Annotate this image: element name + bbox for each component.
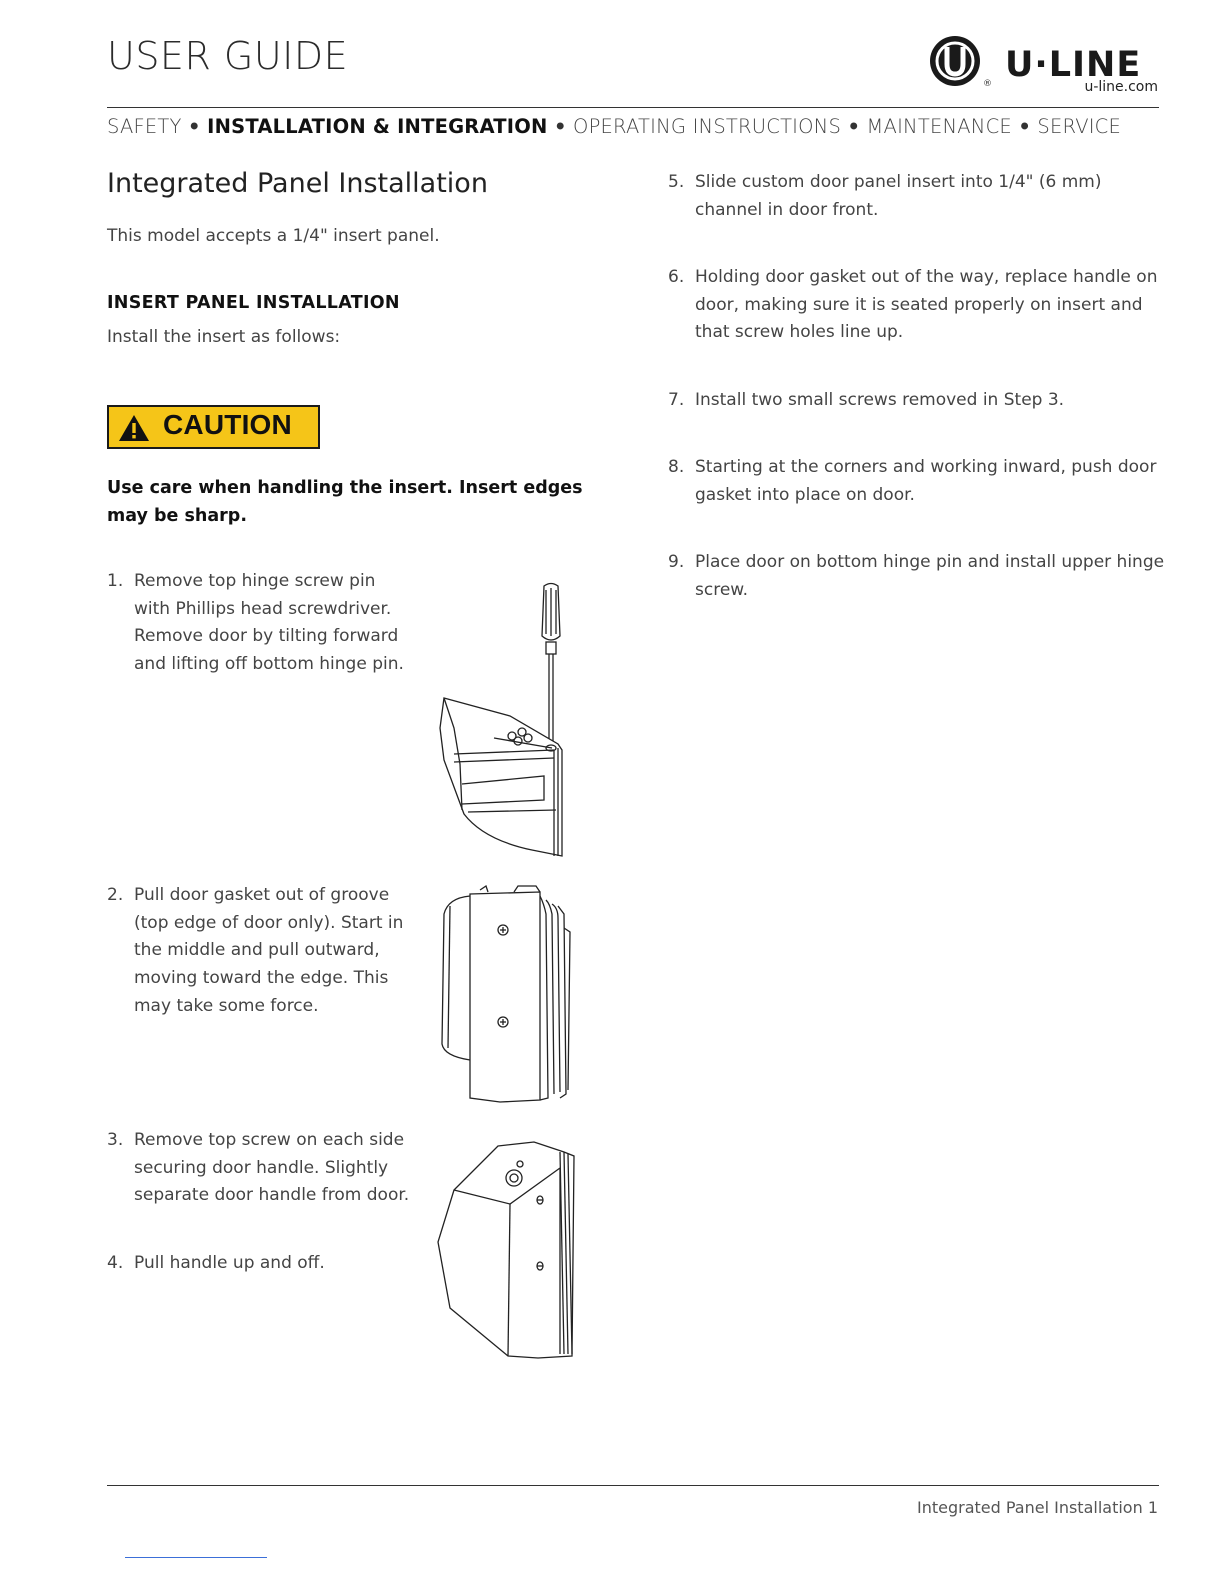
step-7: [668, 387, 1168, 415]
step-text: Pull door gasket out of groove (top edge of door only). Start in the middle and pull outward, moving toward the edge. This may take some force.: [134, 885, 404, 1016]
figure-door-handle: [434, 1138, 584, 1362]
caution-text: CAUTION: [163, 409, 292, 440]
step-number: 1.: [107, 571, 124, 591]
guide-title: USER GUIDE: [107, 34, 349, 78]
nav-service[interactable]: SERVICE: [1037, 115, 1122, 138]
section-nav: [107, 115, 1167, 138]
nav-separator: •: [1018, 115, 1031, 138]
step-3: [107, 1127, 417, 1210]
header-divider: [107, 107, 1159, 108]
caution-warning: Use care when handling the insert. Insert edges may be sharp.: [107, 478, 583, 526]
step-9: [668, 549, 1168, 604]
section-intro: This model accepts a 1/4" insert panel.: [107, 226, 440, 246]
step-2: [107, 882, 407, 1021]
nav-maintenance[interactable]: MAINTENANCE: [866, 115, 1012, 138]
brand-wordmark: U·LINE: [1005, 45, 1142, 85]
step-text: Starting at the corners and working inward, push door gasket into place on door.: [695, 457, 1157, 505]
section-title: Integrated Panel Installation: [107, 168, 488, 199]
step-number: 5.: [668, 172, 685, 192]
nav-safety[interactable]: SAFETY: [107, 115, 182, 138]
nav-separator: •: [553, 115, 567, 138]
nav-installation-integration[interactable]: INSTALLATION & INTEGRATION: [207, 115, 548, 138]
figure-door-gasket: [436, 884, 576, 1106]
step-number: 7.: [668, 390, 685, 410]
brand-url[interactable]: u-line.com: [1084, 79, 1158, 95]
step-text: Remove top screw on each side securing door handle. Slightly separate door handle from door.: [134, 1130, 410, 1206]
footer-page-label: Integrated Panel Installation 1: [916, 1498, 1158, 1517]
nav-separator: •: [188, 115, 201, 138]
step-5: [668, 169, 1168, 224]
step-text: Place door on bottom hinge pin and install upper hinge screw.: [695, 552, 1165, 600]
step-number: 8.: [668, 457, 685, 477]
step-text: Holding door gasket out of the way, replace handle on door, making sure it is seated properly on insert and that screw holes line up.: [695, 267, 1158, 343]
step-4: [107, 1250, 417, 1278]
step-8: [668, 454, 1168, 509]
warning-triangle-icon: [118, 414, 150, 442]
step-text: Remove top hinge screw pin with Phillips head screwdriver. Remove door by tilting forward and lifting off bottom hinge pin.: [134, 571, 404, 675]
nav-separator: •: [847, 115, 861, 138]
link-underline: [125, 1557, 267, 1558]
step-number: 9.: [668, 552, 685, 572]
caution-label: [107, 405, 320, 449]
step-text: Slide custom door panel insert into 1/4" (6 mm) channel in door front.: [695, 172, 1102, 220]
step-1: [107, 568, 407, 679]
figure-hinge-screwdriver: [432, 578, 572, 860]
step-number: 3.: [107, 1130, 124, 1150]
footer-divider: [107, 1485, 1159, 1486]
step-number: 4.: [107, 1253, 124, 1273]
step-text: Install two small screws removed in Step 3.: [695, 390, 1065, 410]
insert-panel-intro: Install the insert as follows:: [107, 327, 341, 347]
step-number: 6.: [668, 267, 685, 287]
insert-panel-heading: INSERT PANEL INSTALLATION: [107, 293, 400, 313]
step-number: 2.: [107, 885, 124, 905]
step-text: Pull handle up and off.: [134, 1253, 325, 1273]
registered-mark: ®: [983, 79, 992, 89]
nav-operating-instructions[interactable]: OPERATING INSTRUCTIONS: [573, 115, 842, 138]
step-6: [668, 264, 1168, 347]
